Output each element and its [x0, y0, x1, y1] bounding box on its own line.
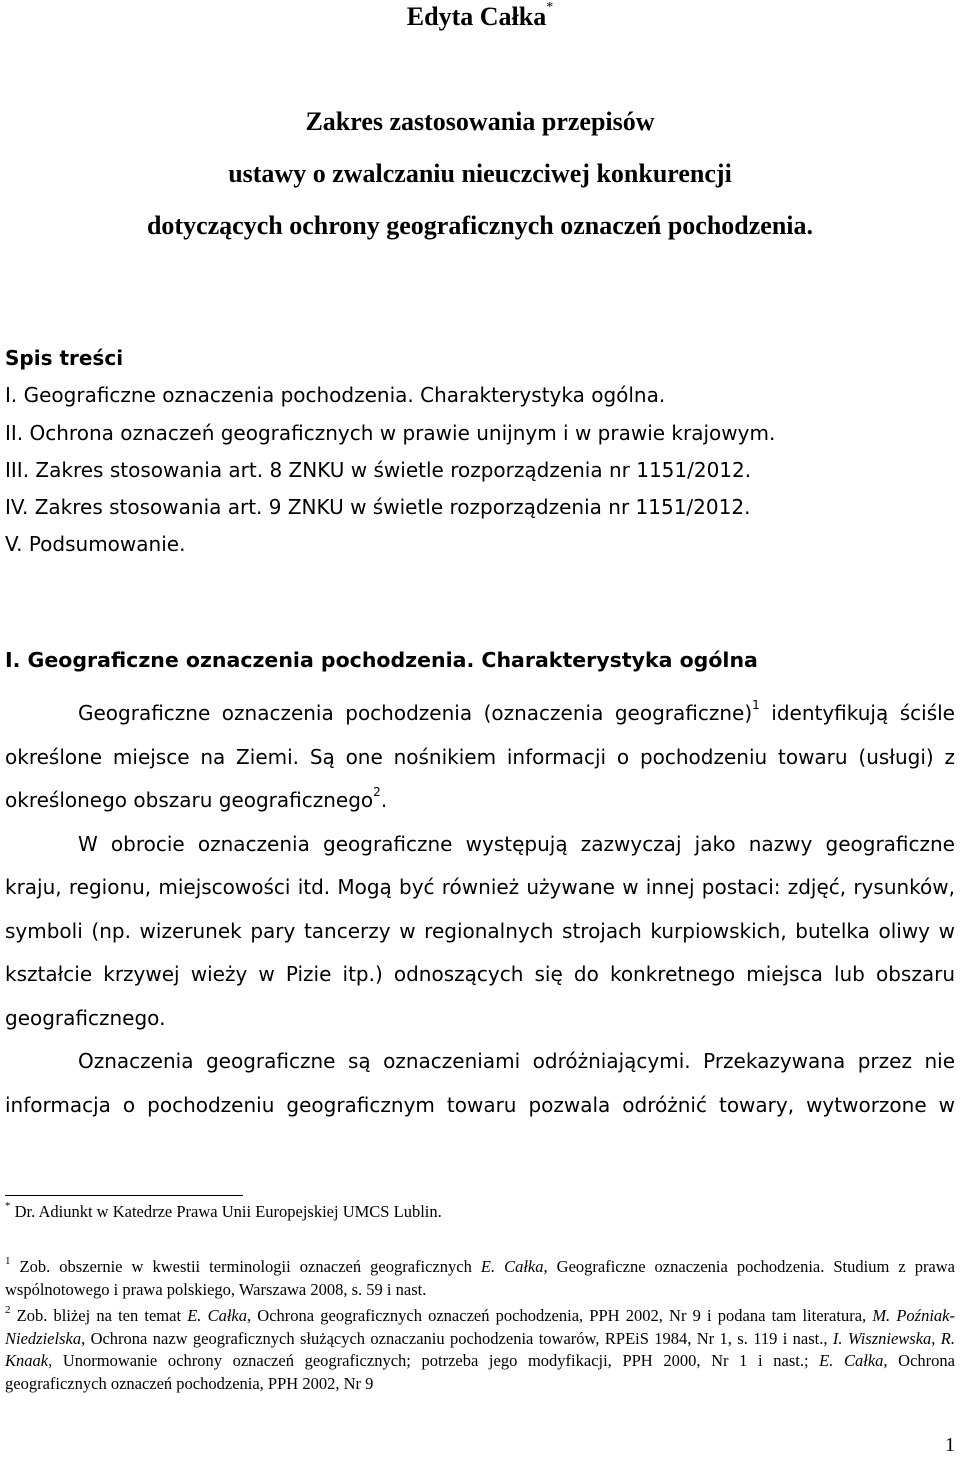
footnote-ref-1[interactable]: 1 — [752, 698, 760, 713]
footnote-text: , — [931, 1328, 941, 1348]
toc-item[interactable]: III. Zakres stosowania art. 8 ZNKU w świetle rozporządzenia nr 1151/2012. — [5, 457, 752, 482]
footnote-mark: 1 — [5, 1254, 11, 1267]
paragraph-1 — [5, 692, 955, 823]
title-line-1: Zakres zastosowania przepisów — [305, 107, 655, 136]
toc-heading: Spis treści — [5, 346, 124, 370]
author-name — [0, 2, 960, 32]
footnote-text: , Unormowanie ochrony oznaczeń geograficznych; potrzeba jego modyfikacji, PPH 2000, Nr 1 i nast.; — [48, 1351, 820, 1371]
footnote-ref-2[interactable]: 2 — [373, 785, 381, 800]
section-heading: I. Geograficzne oznaczenia pochodzenia. Charakterystyka ogólna — [5, 648, 758, 672]
footnote-author-name: E. Całka — [480, 1257, 544, 1276]
toc-item[interactable]: I. Geograficzne oznaczenia pochodzenia. Charakterystyka ogólna. — [5, 383, 666, 408]
footnote-text: Zob. bliżej na ten temat — [10, 1306, 188, 1325]
paragraph-3: Oznaczenia geograficzne są oznaczeniami odróżniającymi. Przekazywana przez nie informacja o pochodzeniu geograficznym towaru pozwala odróżnić towary, wytworzone w — [5, 1049, 955, 1117]
toc-item[interactable]: IV. Zakres stosowania art. 9 ZNKU w świetle rozporządzenia nr 1151/2012. — [5, 495, 751, 520]
footnote-author-name: R. Knaak — [5, 1328, 956, 1371]
footnote-mark: * — [5, 1199, 11, 1212]
paragraph-2: W obrocie oznaczenia geograficzne występują zazwyczaj jako nazwy geograficzne kraju, regionu, miejscowości itd. Mogą być również używane w innej postaci: zdjęć, rysunków, symboli (np. wizerunek pary tancerzy w regionalnych strojach kurpiowskich, butelka oliwy w kształcie krzywej wieży w Pizie itp.) odnoszących się do konkretnego miejsca lub obszaru geograficznego. — [5, 831, 955, 1030]
footnote-1 — [5, 1256, 955, 1301]
footnote-text: , Ochrona nazw geograficznych służących oznaczaniu pochodzenia towarów, RPEiS 1984, Nr 1, s. 119 i nast., — [81, 1328, 833, 1348]
footnote-author-name: E. Całka — [819, 1351, 884, 1371]
table-of-contents — [5, 340, 775, 564]
toc-item[interactable]: II. Ochrona oznaczeń geograficznych w prawie unijnym i w prawie krajowym. — [5, 420, 776, 445]
footnote-mark: 2 — [5, 1303, 11, 1316]
footnote-text: Dr. Adiunkt w Katedrze Prawa Unii Europejskiej UMCS Lublin. — [10, 1202, 442, 1221]
title-line-3: dotyczących ochrony geograficznych oznaczeń pochodzenia. — [146, 211, 814, 240]
footnote-text: , Geograficzne oznaczenia pochodzenia. Studium z prawa wspólnotowego i prawa polskiego, Warszawa 2008, s. 59 i nast. — [5, 1257, 955, 1299]
author-footnote-mark[interactable]: * — [546, 0, 554, 16]
footnote-divider — [5, 1195, 243, 1196]
document-title — [0, 96, 960, 252]
footnote-text: Zob. obszernie w kwestii terminologii oznaczeń geograficznych — [10, 1257, 481, 1276]
section-body — [5, 692, 955, 1127]
footnote-text: , Ochrona geograficznych oznaczeń pochodzenia, PPH 2002, Nr 9 i podana tam literatura, — [247, 1306, 873, 1325]
footnote-text: , Ochrona geograficznych oznaczeń pochodzenia, PPH 2002, Nr 9 — [5, 1351, 955, 1393]
footnote-author-name: E. Całka — [187, 1306, 247, 1325]
toc-item[interactable]: V. Podsumowanie. — [5, 532, 186, 557]
author-text: Edyta Całka — [406, 2, 547, 31]
paragraph-1-text-b: identyfikują ściśle określone miejsce na Ziemi. Są one nośnikiem informacji o pochodzeniu towaru (usługi) z określonego obszaru geograficznego — [5, 701, 955, 812]
footnote-2 — [5, 1305, 955, 1395]
page-number: 1 — [945, 1434, 955, 1456]
title-line-2: ustawy o zwalczaniu nieuczciwej konkurencji — [228, 159, 732, 188]
paragraph-1-text-c: . — [380, 788, 388, 812]
footnote-author-name: M. Poźniak-Niedzielska — [5, 1306, 955, 1348]
footnote-author — [5, 1201, 955, 1224]
paragraph-1-text-a: Geograficzne oznaczenia pochodzenia (oznaczenia geograficzne) — [78, 701, 753, 725]
footnote-author-name: I. Wiszniewska — [832, 1328, 932, 1348]
